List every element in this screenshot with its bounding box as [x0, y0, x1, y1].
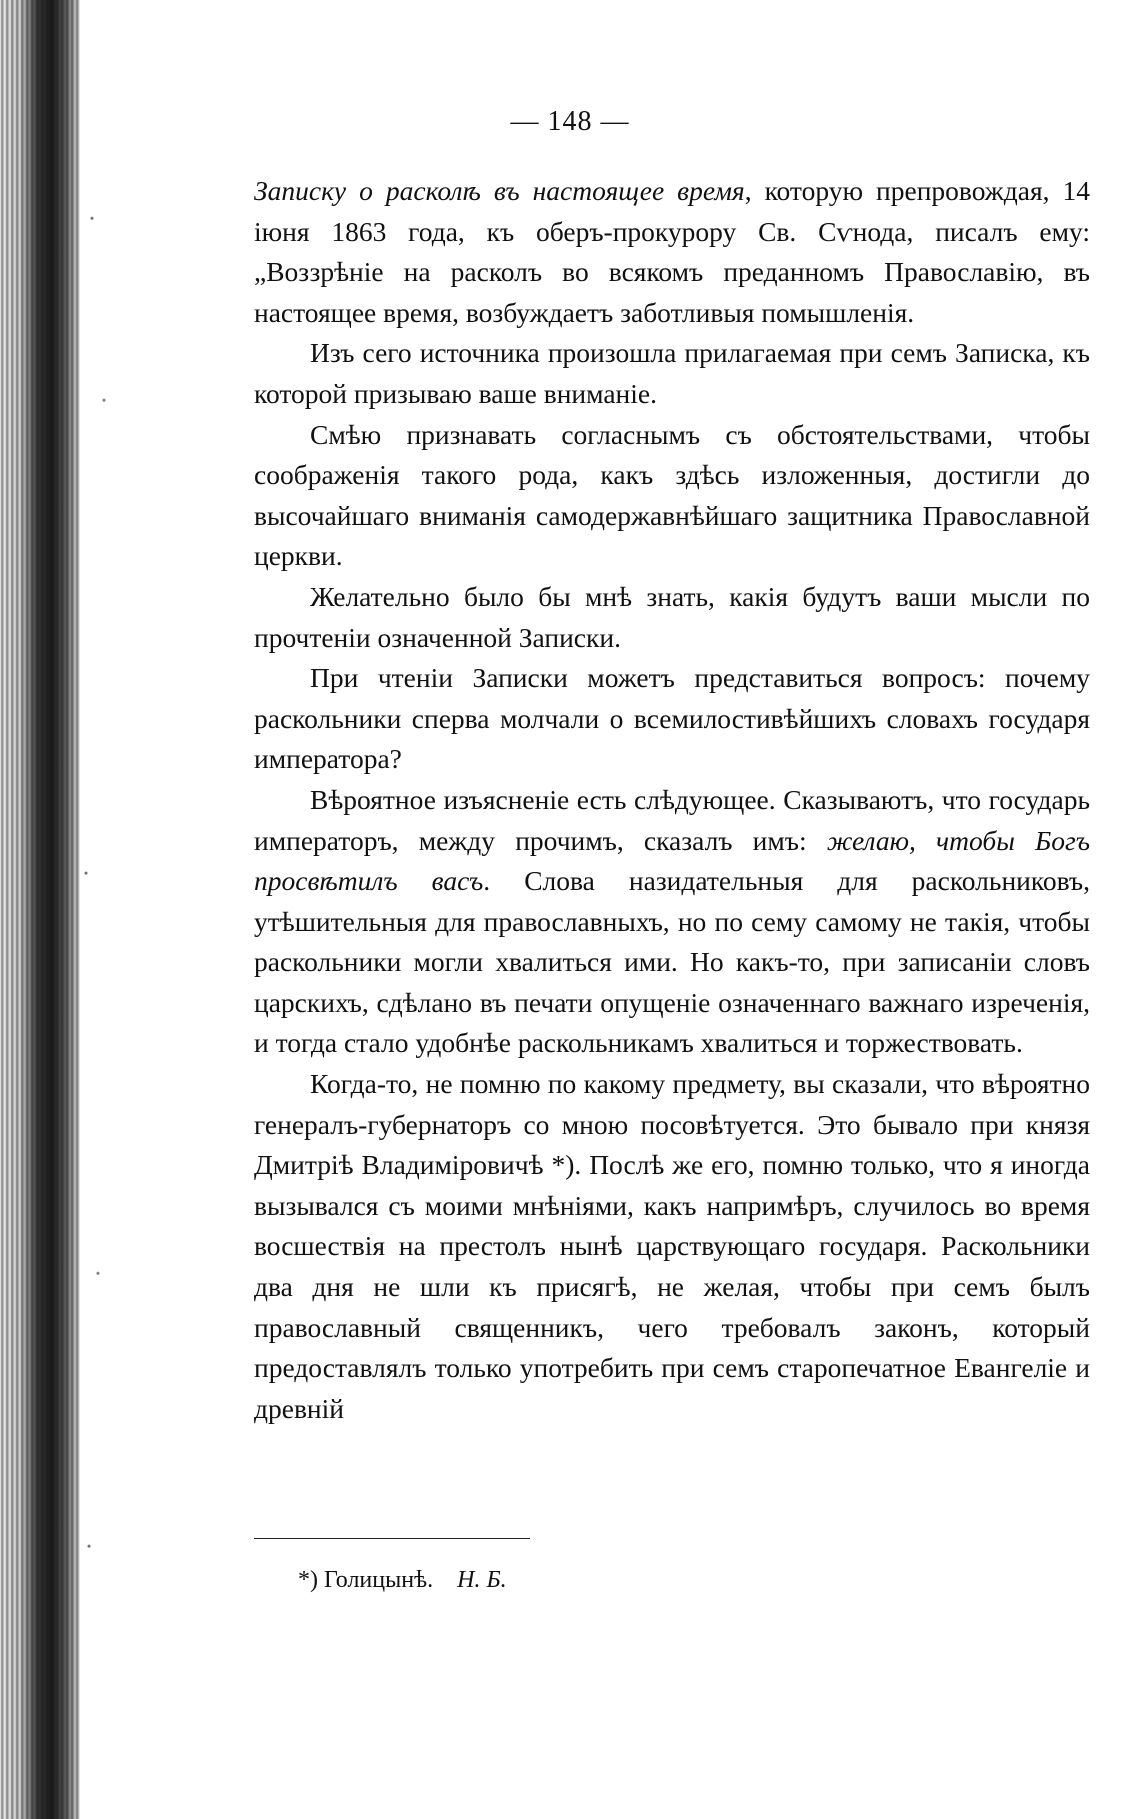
paragraph — [254, 658, 1090, 780]
italic-text-run: желаю, чтобы Богъ просвѣтилъ васъ — [254, 824, 1090, 897]
paragraph — [254, 415, 1090, 577]
page-binding-edge — [0, 0, 80, 1819]
body-text — [254, 171, 1090, 1429]
footnote — [298, 1564, 507, 1596]
text-run: Смѣю признавать согласнымъ съ обстоятельствами, чтобы соображенія такого рода, какъ здѣсь изложенныя, достигли до высочайшаго вниманія самодержавнѣйшаго защитника Православной церкви. — [254, 418, 1090, 572]
text-run: Изъ сего источника произошла прилагаемая при семъ Записка, къ которой призываю ваше вниманіе. — [254, 337, 1090, 409]
text-run: . Слова назидательныя для раскольниковъ, утѣшительныя для православныхъ, но по сему самому не такія, чтобы раскольники могли хвалиться ими. Но какъ-то, при записаніи словъ царскихъ, сдѣлано въ печати опущеніе означеннаго важнаго изреченія, и тогда стало удобнѣе раскольникамъ хвалиться и торжествовать. — [254, 865, 1090, 1059]
footnote-rule — [254, 1538, 530, 1539]
text-run: Когда-то, не помню по какому предмету, вы сказали, что вѣроятно генералъ-губернаторъ со мною посовѣтуется. Это бывало при князя Дмитріѣ Владиміровичѣ *). Послѣ же его, помню только, что я иногда вызывался съ моими мнѣніями, какъ напримѣръ, случилось во время восшествія на престолъ нынѣ царствующаго государя. Раскольники два дня не шли къ присягѣ, не желая, чтобы при семъ былъ православный священникъ, чего требовалъ законъ, который предоставлялъ только употребить при семъ старопечатное Евангеліе и древній — [254, 1068, 1090, 1424]
paragraph — [254, 333, 1090, 414]
footnote-text: *) Голицынѣ. — [298, 1567, 434, 1593]
footnote-signature: Н. Б. — [457, 1567, 507, 1593]
paragraph — [254, 1064, 1090, 1429]
page-number: — 148 — — [510, 106, 630, 137]
paragraph — [254, 577, 1090, 658]
text-run: Вѣроятное изъясненіе есть слѣдующее. Сказываютъ, что государь императоръ, между прочимъ, сказалъ имъ: — [254, 783, 1090, 856]
text-run: , которую препровождая, 14 іюня 1863 года, къ оберъ-прокурору Св. Сѵнода, писалъ ему: „Воззрѣніе на расколъ во всякомъ преданномъ Православію, въ настоящее время, возбуждаетъ заботливыя помышленія. — [254, 175, 1090, 328]
paragraph — [254, 171, 1090, 333]
text-run: Желательно было бы мнѣ знать, какія будутъ ваши мысли по прочтеніи означенной Записки. — [254, 580, 1090, 653]
paragraph — [254, 780, 1090, 1064]
italic-text-run: Записку о расколѣ въ настоящее время — [254, 175, 745, 206]
scan-noise — [80, 0, 140, 1819]
text-run: При чтеніи Записки можетъ представиться вопросъ: почему раскольники сперва молчали о всемилостивѣйшихъ словахъ государя императора? — [254, 662, 1090, 775]
